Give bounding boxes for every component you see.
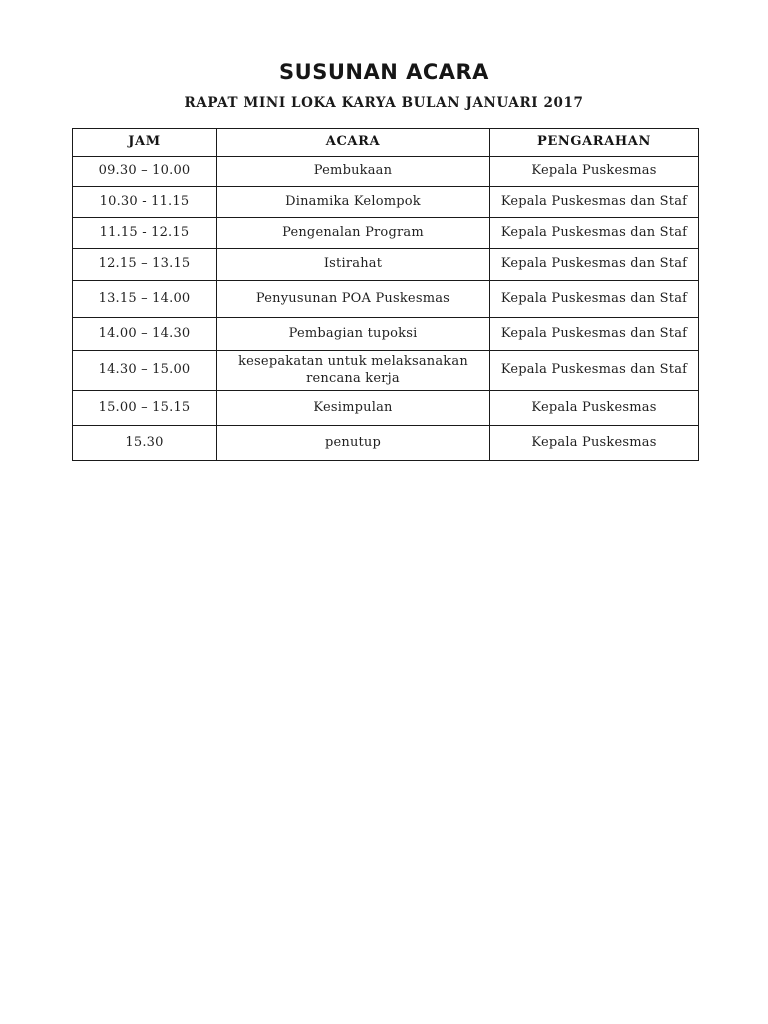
cell-jam: 14.30 – 15.00	[73, 351, 217, 391]
cell-acara: Kesimpulan	[217, 391, 490, 426]
table-row	[73, 218, 699, 249]
cell-jam: 12.15 – 13.15	[73, 249, 217, 281]
cell-jam: 10.30 - 11.15	[73, 187, 217, 218]
cell-jam: 14.00 – 14.30	[73, 318, 217, 351]
agenda-table	[72, 128, 699, 461]
cell-jam: 09.30 – 10.00	[73, 157, 217, 187]
cell-pengarahan: Kepala Puskesmas dan Staf	[490, 318, 699, 351]
page-title: SUSUNAN ACARA	[279, 60, 489, 84]
cell-acara: kesepakatan untuk melaksanakan rencana kerja	[217, 351, 490, 391]
cell-acara: Penyusunan POA Puskesmas	[217, 281, 490, 318]
cell-pengarahan: Kepala Puskesmas dan Staf	[490, 218, 699, 249]
table-row	[73, 157, 699, 187]
table-row	[73, 187, 699, 218]
cell-acara: Dinamika Kelompok	[217, 187, 490, 218]
cell-pengarahan: Kepala Puskesmas	[490, 426, 699, 461]
cell-acara: Istirahat	[217, 249, 490, 281]
table-row	[73, 391, 699, 426]
cell-pengarahan: Kepala Puskesmas	[490, 391, 699, 426]
cell-acara: penutup	[217, 426, 490, 461]
page-subtitle: RAPAT MINI LOKA KARYA BULAN JANUARI 2017	[184, 95, 584, 111]
table-row	[73, 351, 699, 391]
cell-jam: 13.15 – 14.00	[73, 281, 217, 318]
table-row	[73, 249, 699, 281]
cell-jam: 15.00 – 15.15	[73, 391, 217, 426]
cell-jam: 15.30	[73, 426, 217, 461]
cell-pengarahan: Kepala Puskesmas dan Staf	[490, 281, 699, 318]
cell-acara: Pembagian tupoksi	[217, 318, 490, 351]
column-header-acara: ACARA	[217, 129, 490, 157]
table-row	[73, 318, 699, 351]
table-row	[73, 281, 699, 318]
cell-pengarahan: Kepala Puskesmas dan Staf	[490, 187, 699, 218]
table-header-row	[73, 129, 699, 157]
cell-acara: Pembukaan	[217, 157, 490, 187]
cell-pengarahan: Kepala Puskesmas dan Staf	[490, 351, 699, 391]
cell-jam: 11.15 - 12.15	[73, 218, 217, 249]
table-row	[73, 426, 699, 461]
cell-acara: Pengenalan Program	[217, 218, 490, 249]
column-header-pengarahan: PENGARAHAN	[490, 129, 699, 157]
cell-pengarahan: Kepala Puskesmas dan Staf	[490, 249, 699, 281]
column-header-jam: JAM	[73, 129, 217, 157]
cell-pengarahan: Kepala Puskesmas	[490, 157, 699, 187]
